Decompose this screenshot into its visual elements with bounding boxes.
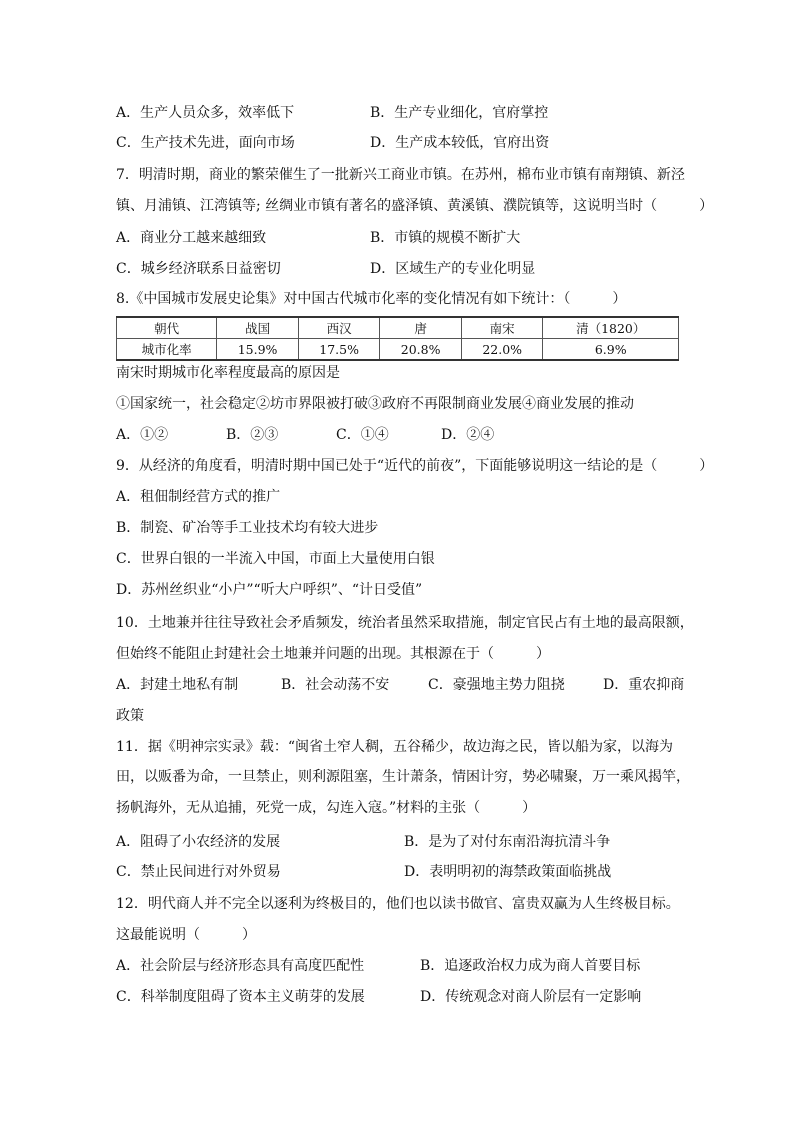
q9-option-b: B．制瓷、矿冶等手工业技术均有较大进步 bbox=[116, 520, 379, 536]
table-cell: 17.5% bbox=[298, 339, 380, 361]
q11-option-a: A．阻碍了小农经济的发展 bbox=[116, 834, 281, 850]
table-cell: 唐 bbox=[380, 317, 462, 339]
q10-option-a: A．封建土地私有制 bbox=[116, 677, 239, 693]
q7-option-d: D．区域生产的专业化明显 bbox=[370, 261, 536, 277]
q10-option-d: D．重农抑商 bbox=[603, 677, 685, 693]
q12-stem-line-2: 这最能说明（ ） bbox=[116, 927, 256, 943]
q10-option-c: C．豪强地主势力阻挠 bbox=[428, 677, 565, 693]
table-cell: 22.0% bbox=[461, 339, 543, 361]
table-row bbox=[117, 339, 679, 361]
q6-option-a: A．生产人员众多，效率低下 bbox=[116, 105, 295, 121]
table-cell: 朝代 bbox=[117, 317, 217, 339]
q10-stem-line-2: 但始终不能阻止封建社会土地兼并问题的出现。其根源在于（ ） bbox=[116, 646, 550, 662]
q6-option-c: C．生产技术先进，面向市场 bbox=[116, 135, 295, 151]
q8-stem-line-2: 南宋时期城市化率程度最高的原因是 bbox=[116, 365, 340, 381]
q11-option-d: D．表明明初的海禁政策面临挑战 bbox=[404, 864, 612, 880]
q8-stem-line-3: ①国家统一，社会稳定②坊市界限被打破③政府不再限制商业发展④商业发展的推动 bbox=[116, 396, 634, 412]
q8-option-d: D．②④ bbox=[441, 427, 495, 443]
urbanization-table bbox=[116, 316, 679, 361]
table-cell: 战国 bbox=[217, 317, 299, 339]
q11-option-c: C．禁止民间进行对外贸易 bbox=[116, 864, 281, 880]
table-cell: 西汉 bbox=[298, 317, 380, 339]
q7-stem-line-1: 7．明清时期，商业的繁荣催生了一批新兴工商业市镇。在苏州，棉布业市镇有南翔镇、新泾 bbox=[116, 167, 685, 183]
q11-stem-line-3: 扬帆海外，无从追捕，死党一成，勾连入寇。”材料的主张（ ） bbox=[116, 800, 537, 816]
q7-option-b: B．市镇的规模不断扩大 bbox=[370, 230, 521, 246]
q9-option-a: A．租佃制经营方式的推广 bbox=[116, 489, 281, 505]
q6-option-d: D．生产成本较低，官府出资 bbox=[370, 135, 550, 151]
q9-option-d: D．苏州丝织业“小户”“听大户呼织”、“计日受值” bbox=[116, 582, 423, 598]
q8-stem-line-1: 8.《中国城市发展史论集》对中国古代城市化率的变化情况有如下统计：（ ） bbox=[116, 291, 627, 307]
q8-option-a: A．①② bbox=[116, 427, 169, 443]
q12-option-c: C．科举制度阻碍了资本主义萌芽的发展 bbox=[116, 989, 365, 1005]
table-cell: 15.9% bbox=[217, 339, 299, 361]
q8-option-c: C．①④ bbox=[336, 427, 389, 443]
q10-option-d-continued: 政策 bbox=[116, 708, 144, 724]
table-cell: 清（1820） bbox=[543, 317, 679, 339]
table-cell: 城市化率 bbox=[117, 339, 217, 361]
table-cell: 南宋 bbox=[461, 317, 543, 339]
q7-option-a: A．商业分工越来越细致 bbox=[116, 230, 267, 246]
table-header-row bbox=[117, 317, 679, 339]
q10-option-b: B．社会动荡不安 bbox=[281, 677, 390, 693]
q7-option-c: C．城乡经济联系日益密切 bbox=[116, 261, 281, 277]
q8-option-b: B．②③ bbox=[226, 427, 279, 443]
q6-option-b: B．生产专业细化，官府掌控 bbox=[370, 105, 549, 121]
table-cell: 20.8% bbox=[380, 339, 462, 361]
q12-option-b: B．追逐政治权力成为商人首要目标 bbox=[420, 958, 641, 974]
q9-stem: 9．从经济的角度看，明清时期中国已处于“近代的前夜”，下面能够说明这一结论的是（ ） bbox=[116, 458, 714, 474]
q7-stem-line-2: 镇、月浦镇、江湾镇等; 丝绸业市镇有著名的盛泽镇、黄溪镇、濮院镇等，这说明当时（ ） bbox=[116, 198, 714, 214]
q12-option-a: A．社会阶层与经济形态具有高度匹配性 bbox=[116, 958, 365, 974]
q12-option-d: D．传统观念对商人阶层有一定影响 bbox=[420, 989, 642, 1005]
table-cell: 6.9% bbox=[543, 339, 679, 361]
q11-stem-line-1: 11．据《明神宗实录》载：“闽省土窄人稠，五谷稀少，故边海之民，皆以船为家，以海为 bbox=[116, 739, 673, 755]
q12-stem-line-1: 12．明代商人并不完全以逐利为终极目的，他们也以读书做官、富贵双赢为人生终极目标。 bbox=[116, 896, 680, 912]
q10-stem-line-1: 10．土地兼并往往导致社会矛盾频发，统治者虽然采取措施，制定官民占有土地的最高限额， bbox=[116, 615, 694, 631]
q11-stem-line-2: 田，以贩番为命，一旦禁止，则利源阻塞，生计萧条，情困计穷，势必啸聚，万一乘风揭竿， bbox=[116, 769, 690, 785]
q11-option-b: B．是为了对付东南沿海抗清斗争 bbox=[404, 834, 611, 850]
q9-option-c: C．世界白银的一半流入中国，市面上大量使用白银 bbox=[116, 551, 435, 567]
